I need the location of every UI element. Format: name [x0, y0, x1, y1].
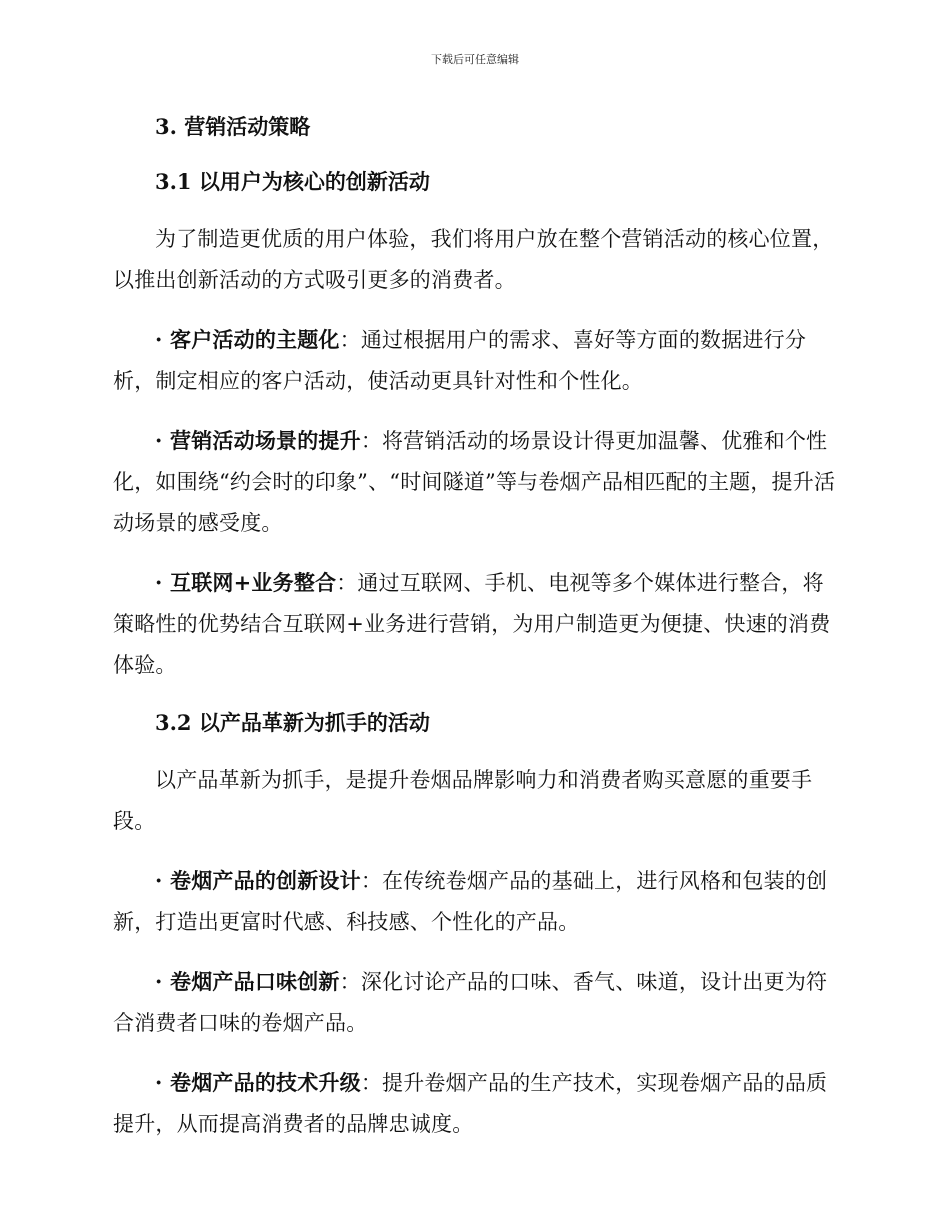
subsection-title-2: 3.2 以产品革新为抓手的活动	[155, 710, 430, 735]
page-header: 下载后可任意编辑	[431, 53, 519, 66]
item-label: · 卷烟产品的技术升级	[155, 1070, 361, 1095]
item-label: · 互联网+业务整合	[155, 570, 337, 595]
paragraph-item	[113, 562, 838, 686]
item-text: ：将营销活动的场景设计得更加温馨、优雅和个性化，如围绕“约会时的印象”、“时间隧道”等与卷烟产品相匹配的主题，提升活动场景的感受度。	[113, 429, 836, 535]
paragraph-intro-1: 为了制造更优质的用户体验，我们将用户放在整个营销活动的核心位置，以推出创新活动的方式吸引更多的消费者。	[113, 227, 834, 292]
item-label: · 卷烟产品口味创新	[155, 969, 340, 994]
item-text: ：通过根据用户的需求、喜好等方面的数据进行分析，制定相应的客户活动，使活动更具针对性和个性化。	[113, 328, 807, 393]
section-title: 3. 营销活动策略	[155, 114, 311, 139]
paragraph-item	[113, 860, 838, 943]
item-text: ：通过互联网、手机、电视等多个媒体进行整合，将策略性的优势结合互联网+业务进行营销，为用户制造更为便捷、快速的消费体验。	[113, 571, 831, 677]
document-body	[113, 108, 838, 1163]
item-text: ：深化讨论产品的口味、香气、味道，设计出更为符合消费者口味的卷烟产品。	[113, 970, 828, 1035]
paragraph-item	[113, 961, 838, 1044]
item-text: ：提升卷烟产品的生产技术，实现卷烟产品的品质提升，从而提高消费者的品牌忠诚度。	[113, 1071, 828, 1136]
item-label: · 客户活动的主题化	[155, 327, 340, 352]
item-label: · 卷烟产品的创新设计	[155, 868, 361, 893]
paragraph-item	[113, 319, 838, 402]
subsection-title-1: 3.1 以用户为核心的创新活动	[155, 169, 430, 194]
paragraph-item	[113, 1062, 838, 1145]
item-label: · 营销活动场景的提升	[155, 428, 361, 453]
item-text: ：在传统卷烟产品的基础上，进行风格和包装的创新，打造出更富时代感、科技感、个性化的产品。	[113, 869, 828, 934]
paragraph-intro-2: 以产品革新为抓手，是提升卷烟品牌影响力和消费者购买意愿的重要手段。	[113, 768, 813, 833]
paragraph-item	[113, 420, 838, 544]
